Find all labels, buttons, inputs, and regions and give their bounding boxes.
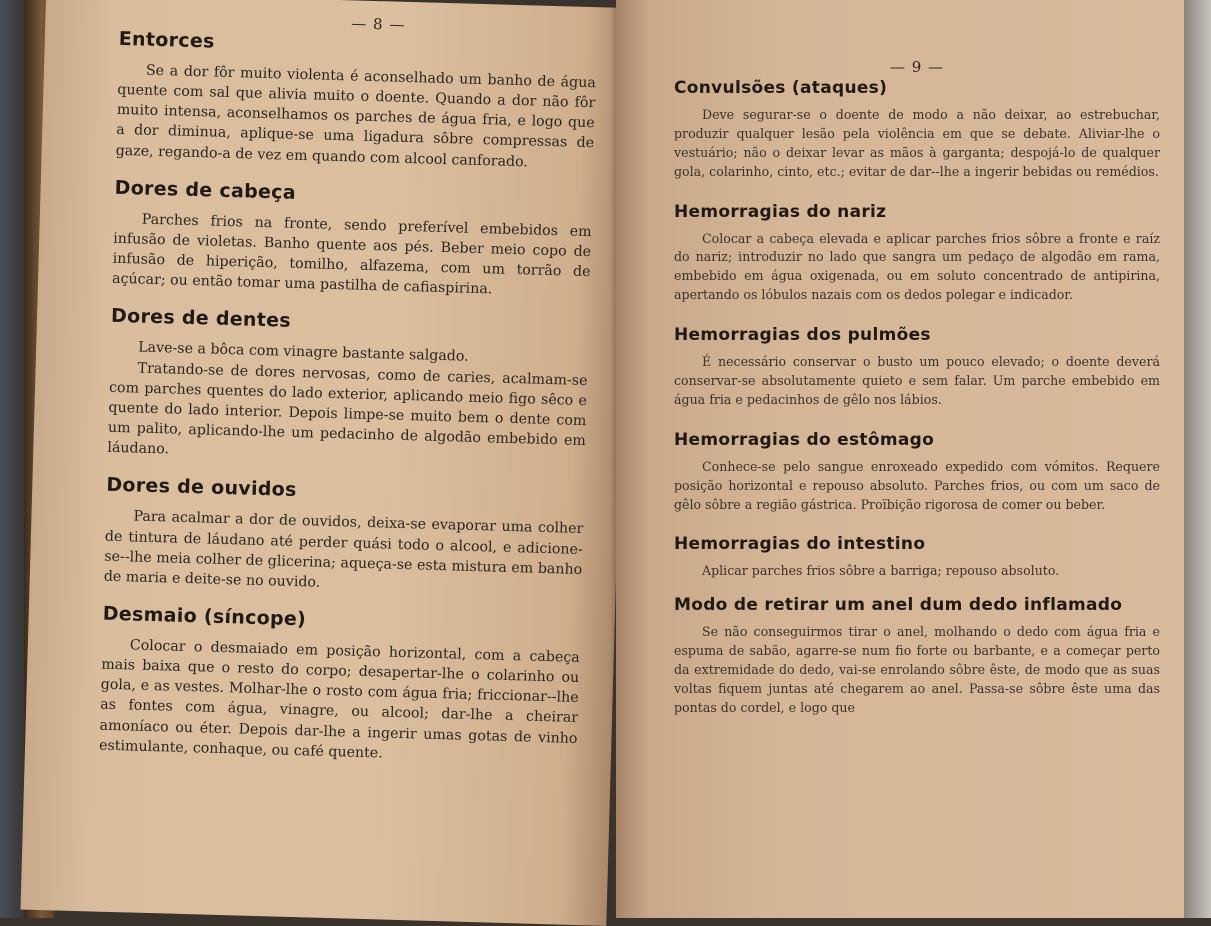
section-dores-de-ouvidos <box>104 474 585 600</box>
section-paragraph: Para acalmar a dor de ouvidos, deixa-se evaporar uma colher de tintura de láudano até perder quási todo o alcool, e adicione-se--lhe meia colher de glicerina; aqueça-se esta mistura em banho de maria e deite-se no ouvido. <box>103 508 584 591</box>
section-hemorragias-nariz <box>674 202 1160 306</box>
section-hemorragias-pulmoes <box>674 325 1160 410</box>
section-paragraph: Colocar a cabeça elevada e aplicar parches frios sôbre a fronte e raíz do nariz; introduzir no lado que sangra um pedaço de algodão em rama, embebido em água oxigenada, ou em soluto concentrado de antipirina, apertando os lóbulos nazais com os dedos polegar e indicador. <box>674 230 1160 303</box>
section-retirar-anel <box>674 595 1160 717</box>
left-page <box>20 0 631 926</box>
section-entorces <box>115 28 597 174</box>
section-title: Dores de cabeça <box>114 176 297 204</box>
section-title: Hemorragias do nariz <box>674 201 887 222</box>
section-title: Convulsões (ataques) <box>674 78 888 98</box>
section-paragraph: Se não conseguirmos tirar o anel, molhando o dedo com água fria e espuma de sabão, agarre-se num fio forte ou barbante, e a começar perto da extremidade do dedo, vai-se enrolando sôbre êste, de modo que as suas voltas fiquem juntas até chegarem ao anel. Passa-se sôbre êste uma das pontas do cordel, e logo que <box>674 624 1160 715</box>
section-paragraph: Deve segurar-se o doente de modo a não deixar, ao estrebuchar, produzir qualquer lesão pela violência em que se debate. Aliviar-lhe o vestuário; não o deixar levar as mãos à garganta; despojá-lo de qualquer gola, colarinho, cinto, etc.; evitar de dar--lhe a ingerir bebidas ou remédios. <box>674 107 1160 179</box>
section-title: Dores de dentes <box>110 305 292 333</box>
section-title: Desmaio (síncope) <box>102 602 307 631</box>
section-title: Hemorragias dos pulmões <box>674 325 931 346</box>
section-title: Modo de retirar um anel dum dedo inflamado <box>674 595 1123 616</box>
section-convulsoes <box>674 78 1160 182</box>
section-desmaio <box>99 603 581 769</box>
section-title: Hemorragias do estômago <box>674 429 935 450</box>
section-dores-de-dentes <box>107 305 589 471</box>
page-number: — 8 — <box>351 14 406 34</box>
section-paragraph: É necessário conservar o busto um pouco elevado; o doente deverá conservar-se absolutamente quieto e sem falar. Um parche embebido em água fria e pedacinhos de gêlo nos lábios. <box>674 354 1160 407</box>
page-number: — 9 — <box>889 58 945 76</box>
section-dores-de-cabeca <box>112 177 593 303</box>
section-paragraph: Tratando-se de dores nervosas, como de caries, acalmam-se com parches quentes do lado exterior, aplicando meio figo sêco e quente do lado interior. Depois limpe-se muito bem o dente com um palito, aplicando-lhe um pedacinho de algodão embebido em láudano. <box>107 360 588 458</box>
section-paragraph: Se a dor fôr muito violenta é aconselhado um banho de água quente com sal que alivia muito o doente. Quando a dor não fôr muito intensa, aconselhamos os parches de água fria, e logo que a dor diminua, aplique-se uma ligadura sôbre compressas de gaze, regando-a de vez em quando com alcool canforado. <box>115 62 597 170</box>
section-paragraph: Colocar o desmaiado em posição horizontal, com a cabeça mais baixa que o resto do corpo; desapertar-lhe o colarinho ou gola, e as vestes. Molhar-lhe o rosto com água fria; friccionar--lhe as fontes com água, vinagre, ou alcool; dar-lhe a cheirar amoníaco ou éter. Depois dar-lhe a ingerir umas gotas de vinho estimulante, conhaque, ou café quente. <box>98 637 580 762</box>
right-page <box>616 0 1184 918</box>
section-title: Entorces <box>118 27 215 53</box>
section-hemorragias-intestino <box>674 534 1160 581</box>
section-hemorragias-estomago <box>674 430 1160 515</box>
section-title: Dores de ouvidos <box>106 474 297 502</box>
section-title: Hemorragias do intestino <box>674 534 926 555</box>
section-paragraph: Conhece-se pelo sangue enroxeado expedido com vómitos. Requere posição horizontal e repouso absoluto. Parches frios, ou com um saco de gêlo sôbre a região gástrica. Proïbição rigorosa de comer ou beber. <box>674 458 1160 512</box>
section-paragraph: Parches frios na fronte, sendo preferível embebidos em infusão de violetas. Banho quente aos pés. Beber meio copo de infusão de hiperição, tomilho, alfazema, com um torrão de açúcar; ou então tomar uma pastilha de cafiaspirina. <box>111 211 592 298</box>
section-paragraph: Lave-se a bôca com vinagre bastante salgado. <box>137 339 469 366</box>
section-paragraph: Aplicar parches frios sôbre a barriga; repouso absoluto. <box>702 563 1060 579</box>
